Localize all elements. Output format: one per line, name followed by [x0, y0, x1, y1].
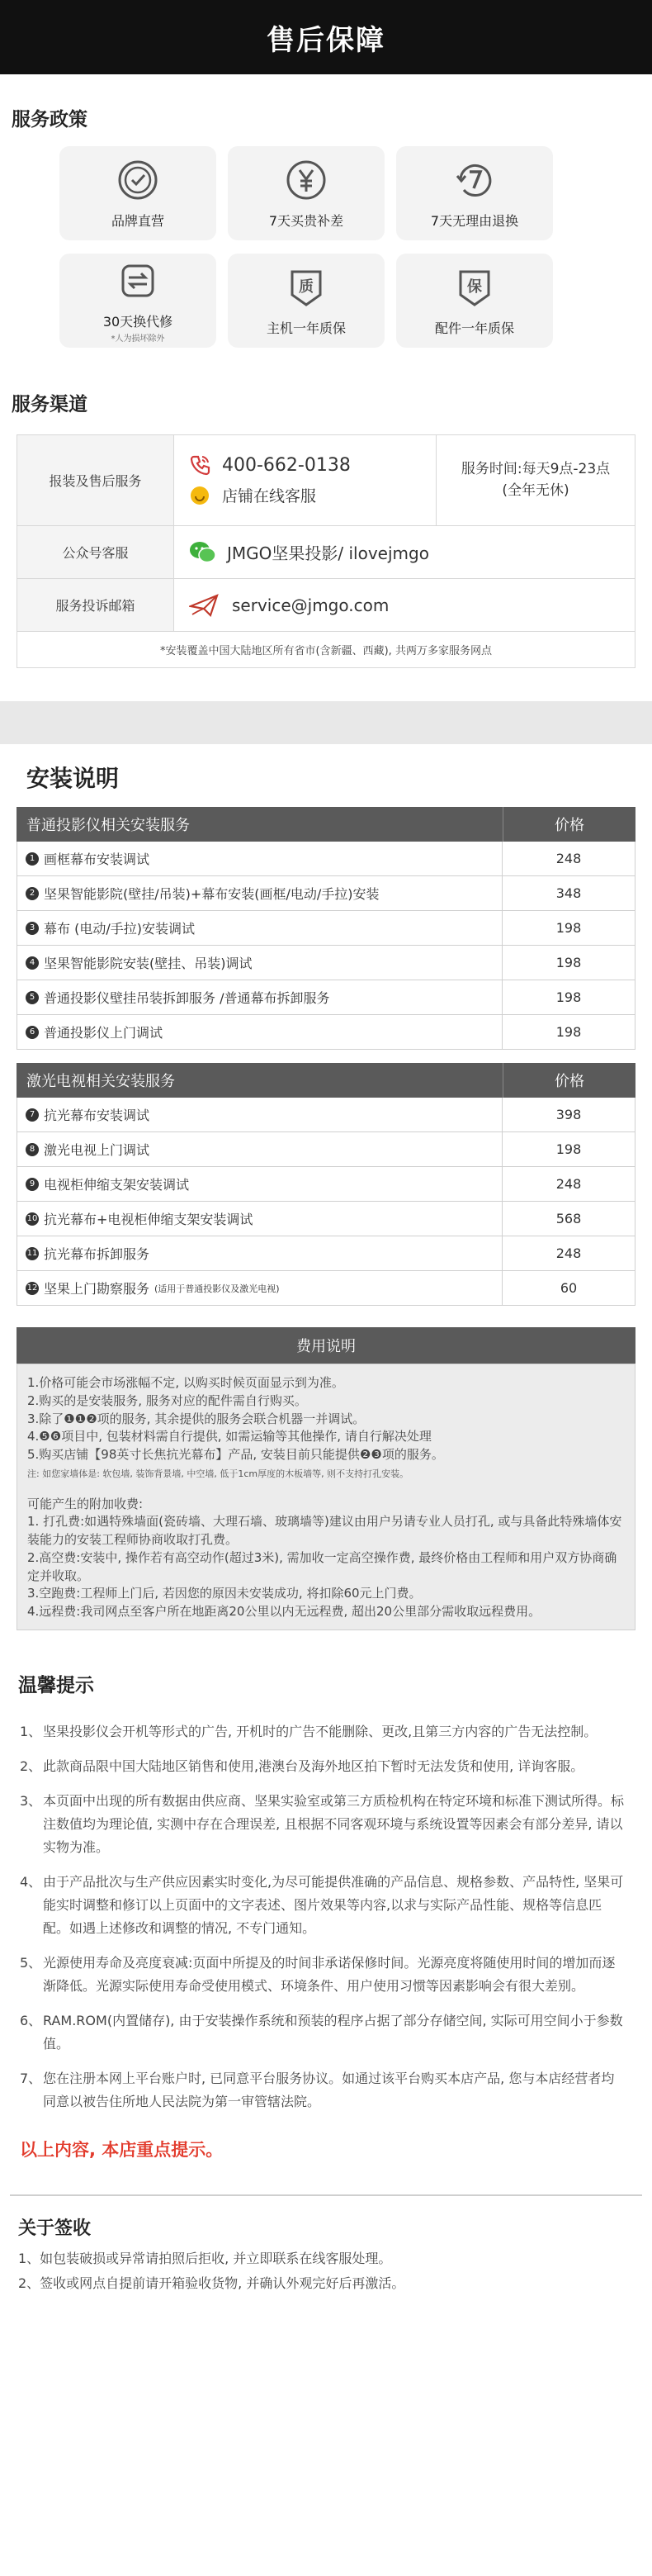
- row-number: 9: [26, 1178, 39, 1191]
- service-price: 568: [555, 1211, 582, 1226]
- table-row: [17, 1098, 635, 1132]
- price-header: 价格: [555, 817, 584, 834]
- policy-card-exchange: [59, 254, 216, 348]
- service-price: 198: [555, 920, 582, 936]
- service-hours-line2: (全年无休): [502, 482, 569, 499]
- email-value[interactable]: [174, 579, 635, 631]
- policy-grid: [0, 131, 652, 348]
- service-price: 248: [555, 1176, 582, 1192]
- policy-card-brand: [59, 146, 216, 240]
- tip-number: 3、: [20, 1792, 42, 1809]
- projector-table-header: [17, 807, 635, 842]
- list-item: [20, 2067, 624, 2113]
- row-number: 1: [26, 852, 39, 866]
- tip-text: 光源使用寿命及亮度衰减:页面中所提及的时间非承诺保修时间。光源亮度将随使用时间的增加而逐渐降低。光源实际使用寿命受使用模式、环境条件、用户使用习惯等因素影响会有很大差别。: [43, 1954, 616, 1994]
- service-price: 198: [555, 989, 582, 1005]
- fee-line: 2.购买的是安装服务, 服务对应的配件需自行购买。: [27, 1392, 307, 1408]
- channel-row-note: [17, 632, 635, 667]
- table-row: [17, 1167, 635, 1202]
- service-name: 抗光幕布+电视柜伸缩支架安装调试: [44, 1212, 253, 1227]
- service-price: 248: [555, 1245, 582, 1261]
- service-name: 画框幕布安装调试: [44, 852, 150, 867]
- phone-icon: [189, 454, 210, 476]
- tip-text: 由于产品批次与生产供应因素实时变化,为尽可能提供准确的产品信息、规格参数、产品特性, 坚果可能实时调整和修订以上页面中的文字表述、图片效果等内容,以求与实际产品性能、规格等信息匹配。如遇上述修改和调整的情况, 不专门通知。: [43, 1873, 624, 1936]
- row-number: 7: [26, 1108, 39, 1122]
- tip-number: 1、: [20, 1723, 42, 1739]
- list-item: [20, 1871, 624, 1940]
- page-title: 售后保障: [267, 23, 385, 57]
- tip-text: RAM.ROM(内置储存), 由于安装操作系统和预装的程序占据了部分存储空间, 实际可用空间小于参数值。: [43, 2012, 623, 2052]
- svg-text:质: 质: [299, 278, 314, 296]
- warranty-badge-icon: [452, 265, 497, 310]
- fee-line: 5.购买店铺【98英寸长焦抗光幕布】产品, 安装目前只能提供❷❸项的服务。: [27, 1447, 444, 1462]
- service-note: (适用于普通投影仪及激光电视): [154, 1283, 280, 1294]
- extra-fee-line: 3.空跑费:工程师上门后, 若因您的原因未安装成功, 将扣除60元上门费。: [27, 1586, 422, 1601]
- extra-fees: [27, 1496, 625, 1621]
- phone-line[interactable]: [189, 454, 436, 476]
- table-row: [17, 1132, 635, 1167]
- sign-item: 1、如包装破损或异常请拍照后拒收, 并立即联系在线客服处理。: [18, 2250, 392, 2266]
- service-name: 抗光幕布拆卸服务: [44, 1246, 150, 1262]
- laser-table-header: [17, 1063, 635, 1098]
- row-number: 2: [26, 887, 39, 900]
- smile-chat-icon: [189, 485, 210, 506]
- coverage-note: *安装覆盖中国大陆地区所有省市(含新疆、西藏), 共两万多家服务网点: [160, 645, 492, 657]
- sign-list: [0, 2240, 652, 2295]
- install-section: [0, 744, 652, 1630]
- complaint-label-main: 投诉邮箱: [82, 598, 135, 614]
- laser-header-label: 激光电视相关安装服务: [17, 1063, 503, 1098]
- table-row: [17, 876, 635, 911]
- service-name: 抗光幕布安装调试: [44, 1108, 150, 1123]
- tips-list: [0, 1697, 652, 2113]
- channel-table: [17, 434, 635, 668]
- tips-title: 温馨提示: [18, 1674, 94, 1696]
- policy-sub: *人为损坏除外: [111, 334, 165, 344]
- mail-plane-icon: [189, 593, 222, 618]
- service-name: 幕布 (电动/手拉)安装调试: [44, 921, 195, 937]
- check-badge-icon: [116, 158, 160, 202]
- service-price: 248: [555, 851, 582, 866]
- row-number: 3: [26, 922, 39, 935]
- service-name: 普通投影仪壁挂吊装拆卸服务 /普通幕布拆卸服务: [44, 990, 330, 1006]
- tip-text: 此款商品限中国大陆地区销售和使用,港澳台及海外地区拍下暂时无法发货和使用, 详询客服。: [43, 1758, 584, 1774]
- policy-card-host-warranty: [228, 254, 385, 348]
- page-header: [0, 0, 652, 74]
- policy-label: 主机一年质保: [266, 320, 346, 336]
- channel-row-complaint: [17, 579, 635, 632]
- row-number: 6: [26, 1026, 39, 1039]
- svg-text:保: 保: [467, 278, 482, 296]
- list-item: [20, 1720, 624, 1743]
- extra-fee-line: 1. 打孔费:如遇特殊墙面(瓷砖墙、大理石墙、玻璃墙等)建议由用户另请专业人员打孔, 或与具备此特殊墙体安装能力的安装工程师协商收取打孔费。: [27, 1514, 622, 1548]
- table-row: [17, 842, 635, 876]
- service-price: 60: [560, 1280, 578, 1296]
- service-price: 398: [555, 1107, 582, 1122]
- sign-title: 关于签收: [18, 2218, 92, 2239]
- channel-contacts: [174, 435, 437, 525]
- table-row: [17, 1236, 635, 1271]
- table-row: [17, 946, 635, 980]
- tip-text: 本页面中出现的所有数据由供应商、坚果实验室或第三方质检机构在特定环境和标准下测试所得。标注数值均为理论值, 实测中存在合理误差, 且根据不同客观环境与系统设置等因素会有部分差异, 请以实物为准。: [43, 1792, 625, 1855]
- emphasis-note: 以上内容, 本店重点提示。: [20, 2139, 224, 2160]
- wechat-icon: [189, 540, 217, 565]
- section-divider: [0, 701, 652, 744]
- service-price: 198: [555, 1141, 582, 1157]
- service-name: 普通投影仪上门调试: [44, 1025, 163, 1041]
- row-number: 5: [26, 991, 39, 1004]
- tip-number: 2、: [20, 1758, 42, 1774]
- install-title: 安装说明: [26, 765, 120, 792]
- list-item: [20, 1952, 624, 1998]
- table-row: [17, 1015, 635, 1050]
- quality-badge-icon: [284, 265, 328, 310]
- policy-label: 配件一年质保: [434, 320, 514, 336]
- policy-label: 7天无理由退换: [430, 212, 519, 229]
- fee-box: [17, 1364, 635, 1630]
- online-service-line[interactable]: [189, 484, 436, 506]
- sign-item: 2、签收或网点自提前请开箱验收货物, 并确认外观完好后再激活。: [18, 2275, 405, 2291]
- extra-fee-line: 2.高空费:安装中, 操作若有高空动作(超过3米), 需加收一定高空操作费, 最终价格由工程师和用户双方协商确定并收取。: [27, 1549, 617, 1583]
- fee-header: 费用说明: [17, 1327, 635, 1364]
- projector-price-table: [17, 807, 635, 1306]
- channel-row-repair: [17, 435, 635, 526]
- price-header: 价格: [555, 1073, 584, 1090]
- wechat-value[interactable]: [174, 526, 635, 578]
- policy-label: 品牌直营: [111, 212, 164, 229]
- table-row: [17, 1271, 635, 1306]
- online-service-label[interactable]: 店铺在线客服: [222, 487, 317, 505]
- list-item: [20, 1790, 624, 1859]
- service-price: 198: [555, 1024, 582, 1040]
- fee-line: 3.除了❶❶❷项的服务, 其余提供的服务会联合机器一并调试。: [27, 1411, 366, 1426]
- channel-label: [17, 579, 174, 631]
- table-row: [17, 1202, 635, 1236]
- tip-number: 4、: [20, 1873, 42, 1890]
- fee-wall-note: 注: 如您家墙体是: 软包墙, 装饰背景墙, 中空墙, 低于1cm厚度的木板墙等, 则不支持打孔安装。: [27, 1468, 409, 1479]
- extra-fee-line: 4.远程费:我司网点至客户所在地距离20公里以内无远程费, 超出20公里部分需收取远程费用。: [27, 1604, 541, 1620]
- exchange-icon: [116, 259, 160, 303]
- row-number: 12: [26, 1282, 39, 1295]
- channel-label: 公众号客服: [17, 526, 174, 578]
- channel-label: 报装及售后服务: [17, 435, 174, 525]
- service-name: 激光电视上门调试: [44, 1142, 150, 1158]
- channel-title: 服务渠道: [12, 394, 87, 415]
- phone-number[interactable]: 400-662-0138: [222, 454, 351, 476]
- table-row: [17, 911, 635, 946]
- yen-icon: [284, 158, 328, 202]
- policy-card-accessory-warranty: [396, 254, 553, 348]
- row-number: 8: [26, 1143, 39, 1156]
- tip-number: 7、: [20, 2070, 42, 2086]
- row-number: 4: [26, 956, 39, 970]
- list-item: [20, 2009, 624, 2056]
- service-name: 坚果智能影院安装(壁挂、吊装)调试: [44, 956, 253, 971]
- service-price: 348: [555, 885, 582, 901]
- policy-card-return: [396, 146, 553, 240]
- row-number: 11: [26, 1247, 39, 1260]
- policy-card-price: [228, 146, 385, 240]
- fee-line: 1.价格可能会市场涨幅不定, 以购买时候页面显示到为准。: [27, 1375, 344, 1390]
- table-spacer: [17, 1050, 635, 1063]
- email-address[interactable]: service@jmgo.com: [232, 595, 390, 615]
- projector-header-label: 普通投影仪相关安装服务: [17, 807, 503, 842]
- service-hours-line1: 服务时间:每天9点-23点: [461, 461, 611, 477]
- service-hours: [437, 435, 635, 525]
- service-price: 198: [555, 955, 582, 970]
- policy-label: 30天换代修: [102, 313, 173, 330]
- channel-row-wechat: [17, 526, 635, 579]
- table-row: [17, 980, 635, 1015]
- tip-number: 6、: [20, 2012, 42, 2028]
- row-number: 10: [26, 1212, 39, 1226]
- service-name: 坚果智能影院(壁挂/吊装)+幕布安装(画框/电动/手拉)安装: [44, 886, 380, 902]
- fee-line: 4.❺❻项目中, 包装材料需自行提供, 如需运输等其他操作, 请自行解决处理: [27, 1429, 432, 1445]
- policy-title: 服务政策: [12, 109, 87, 130]
- extra-fees-title: 可能产生的附加收费:: [27, 1496, 144, 1511]
- wechat-account[interactable]: JMGO坚果投影/ ilovejmgo: [227, 543, 429, 563]
- tip-text: 坚果投影仪会开机等形式的广告, 开机时的广告不能删除、更改,且第三方内容的广告无法控制。: [43, 1723, 598, 1739]
- policy-label: 7天买贵补差: [268, 212, 344, 229]
- seven-day-return-icon: [452, 158, 497, 202]
- service-name: 坚果上门勘察服务: [44, 1281, 150, 1297]
- tip-text: 您在注册本网上平台账户时, 已同意平台服务协议。如通过该平台购买本店产品, 您与本店经营者均同意以被告住所地人民法院为第一审管辖法院。: [43, 2070, 615, 2109]
- tip-number: 5、: [20, 1954, 42, 1971]
- list-item: [20, 1755, 624, 1778]
- complaint-label-prefix: 服务: [55, 598, 83, 614]
- service-name: 电视柜伸缩支架安装调试: [44, 1177, 190, 1193]
